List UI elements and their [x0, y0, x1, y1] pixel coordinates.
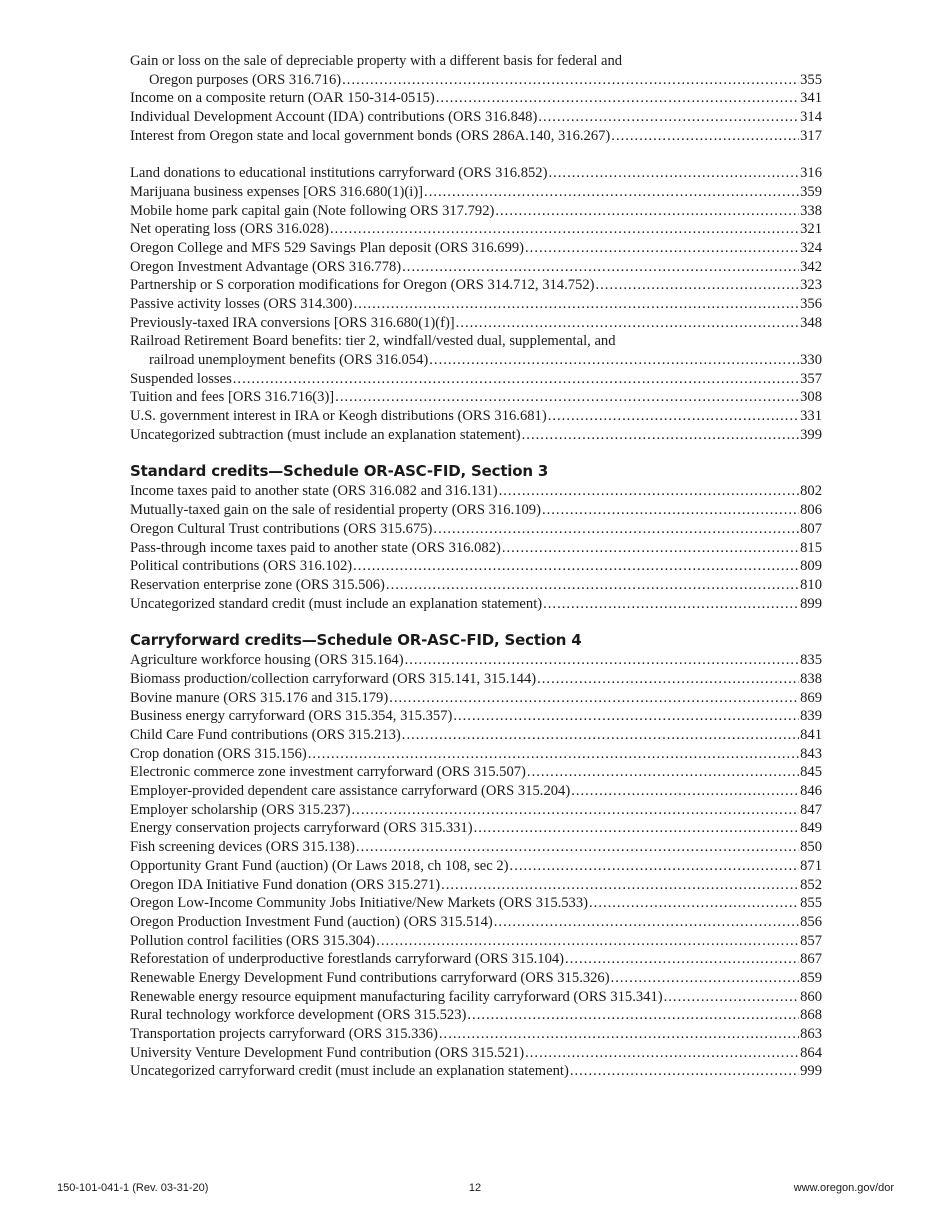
- list-item: [130, 988, 822, 1007]
- list-item: [130, 1006, 822, 1025]
- list-item: [130, 651, 822, 670]
- list-item: [130, 763, 822, 782]
- item-code: 845: [800, 764, 822, 781]
- item-code: 838: [800, 670, 822, 687]
- item-label: Renewable energy resource equipment manufacturing facility carryforward (ORS 315.341): [130, 988, 663, 1005]
- item-code: 847: [800, 801, 822, 818]
- item-label: Reforestation of underproductive forestlands carryforward (ORS 315.104): [130, 951, 565, 968]
- dot-leader: [522, 426, 799, 445]
- item-label-line1: Railroad Retirement Board benefits: tier 2, windfall/vested dual, supplemental, and: [130, 333, 616, 350]
- list-b-bottom: [130, 370, 822, 445]
- list-item: [130, 932, 822, 951]
- item-label: Employer scholarship (ORS 315.237): [130, 801, 351, 818]
- item-code: 869: [800, 689, 822, 706]
- carryforward-credits-section: [130, 629, 822, 1081]
- dot-leader: [570, 1062, 799, 1081]
- item-label-line2: railroad unemployment benefits (ORS 316.054): [149, 352, 429, 368]
- dot-leader: [474, 819, 800, 838]
- list-item: [130, 89, 822, 108]
- list-item: [130, 894, 822, 913]
- dot-leader: [525, 239, 799, 258]
- list-item: [130, 127, 822, 146]
- list-item: [130, 258, 822, 277]
- list-item: [130, 595, 822, 614]
- list-item: [130, 332, 822, 369]
- dot-leader: [389, 689, 799, 708]
- website-link[interactable]: www.oregon.gov/dor: [793, 1182, 894, 1194]
- item-label: Electronic commerce zone investment carryforward (ORS 315.507): [130, 764, 526, 781]
- dot-leader: [664, 988, 799, 1007]
- dot-leader: [354, 295, 800, 314]
- dot-leader: [233, 370, 799, 389]
- list-item: [130, 1044, 822, 1063]
- item-code: 359: [800, 183, 822, 200]
- item-code: 324: [800, 239, 822, 256]
- list-item: [130, 950, 822, 969]
- item-code: 314: [800, 109, 822, 126]
- item-code: 855: [800, 895, 822, 912]
- dot-leader: [538, 108, 799, 127]
- list-item: [130, 726, 822, 745]
- dot-leader: [433, 520, 799, 539]
- dot-leader: [429, 351, 799, 370]
- item-code: 868: [800, 1007, 822, 1024]
- item-label: Oregon Low-Income Community Jobs Initiative/New Markets (ORS 315.533): [130, 895, 589, 912]
- list-item: [130, 745, 822, 764]
- list-item: [130, 689, 822, 708]
- item-label: Interest from Oregon state and local government bonds (ORS 286A.140, 316.267): [130, 127, 611, 144]
- item-label: Oregon Investment Advantage (ORS 316.778): [130, 258, 402, 275]
- item-code: 802: [800, 483, 822, 500]
- list-item: [130, 108, 822, 127]
- item-label: Agriculture workforce housing (ORS 315.164): [130, 652, 404, 669]
- dot-leader: [402, 258, 799, 277]
- list-item: [130, 501, 822, 520]
- item-label: Pollution control facilities (ORS 315.304): [130, 932, 376, 949]
- dot-leader: [527, 763, 799, 782]
- item-label: Fish screening devices (ORS 315.138): [130, 839, 355, 856]
- item-code: 871: [800, 857, 822, 874]
- dot-leader: [386, 576, 799, 595]
- list-item: [130, 295, 822, 314]
- item-code: 999: [800, 1063, 822, 1080]
- list-item: [130, 913, 822, 932]
- dot-leader: [330, 220, 799, 239]
- dot-leader: [495, 202, 799, 221]
- list-item: [130, 876, 822, 895]
- item-label: Pass-through income taxes paid to another state (ORS 316.082): [130, 539, 501, 556]
- item-code: 850: [800, 839, 822, 856]
- item-code: 809: [800, 558, 822, 575]
- item-code: 843: [800, 745, 822, 762]
- list-item: [130, 183, 822, 202]
- item-code: 810: [800, 576, 822, 593]
- dot-leader: [436, 89, 799, 108]
- item-label: Oregon Cultural Trust contributions (ORS 315.675): [130, 520, 433, 537]
- carryforward-credits-list: [130, 651, 822, 1081]
- section-heading: Carryforward credits—Schedule OR-ASC-FID, Section 4: [130, 631, 582, 650]
- list-item: [130, 407, 822, 426]
- item-label: Renewable Energy Development Fund contributions carryforward (ORS 315.326): [130, 969, 610, 986]
- list-item: [130, 576, 822, 595]
- dot-leader: [342, 71, 799, 90]
- item-code: 852: [800, 876, 822, 893]
- dot-leader: [376, 932, 799, 951]
- item-label: Uncategorized standard credit (must include an explanation statement): [130, 595, 543, 612]
- list-item: [130, 707, 822, 726]
- item-code: 338: [800, 202, 822, 219]
- list-item: [130, 819, 822, 838]
- item-label: Net operating loss (ORS 316.028): [130, 221, 330, 238]
- dot-leader: [502, 539, 799, 558]
- item-label-line1: Gain or loss on the sale of depreciable property with a different basis for federal and: [130, 53, 623, 69]
- item-label: Uncategorized carryforward credit (must include an explanation statement): [130, 1063, 569, 1080]
- item-label: Mutually-taxed gain on the sale of residential property (ORS 316.109): [130, 502, 541, 519]
- dot-leader: [525, 1044, 799, 1063]
- item-label: Mobile home park capital gain (Note following ORS 317.792): [130, 202, 495, 219]
- dot-leader: [543, 595, 799, 614]
- list-item: [130, 520, 822, 539]
- dot-leader: [548, 407, 799, 426]
- item-label: Previously-taxed IRA conversions [ORS 316.680(1)(f)]: [130, 314, 455, 331]
- dot-leader: [352, 801, 800, 820]
- item-label: Bovine manure (ORS 315.176 and 315.179): [130, 689, 389, 706]
- dot-leader: [494, 913, 799, 932]
- item-code: 849: [800, 820, 822, 837]
- dot-leader: [441, 876, 799, 895]
- item-label: Oregon College and MFS 529 Savings Plan deposit (ORS 316.699): [130, 239, 525, 256]
- item-code: 308: [800, 389, 822, 406]
- page-number: 12: [468, 1182, 482, 1194]
- standard-credits-section: [130, 460, 822, 613]
- item-label: Income on a composite return (OAR 150-314-0515): [130, 90, 435, 107]
- item-label: Marijuana business expenses [ORS 316.680(1)(i)]: [130, 183, 424, 200]
- item-code: 815: [800, 539, 822, 556]
- item-label: Individual Development Account (IDA) contributions (ORS 316.848): [130, 109, 538, 126]
- item-label: Crop donation (ORS 315.156): [130, 745, 307, 762]
- item-code: 348: [800, 314, 822, 331]
- item-label: Rural technology workforce development (ORS 315.523): [130, 1007, 467, 1024]
- item-label: Reservation enterprise zone (ORS 315.506): [130, 576, 385, 593]
- item-label: Uncategorized subtraction (must include an explanation statement): [130, 426, 521, 443]
- list-item: [130, 482, 822, 501]
- item-code: 864: [800, 1044, 822, 1061]
- item-code: 846: [800, 783, 822, 800]
- dot-leader: [405, 651, 800, 670]
- list-item: [130, 1025, 822, 1044]
- item-code: 317: [800, 127, 822, 144]
- list-item: [130, 670, 822, 689]
- item-label: Oregon Production Investment Fund (auction) (ORS 315.514): [130, 913, 493, 930]
- item-code: 839: [800, 708, 822, 725]
- spacer: [130, 145, 822, 164]
- list-item: [130, 969, 822, 988]
- list-item: [130, 782, 822, 801]
- dot-leader: [548, 164, 799, 183]
- section-heading: Standard credits—Schedule OR-ASC-FID, Section 3: [130, 462, 549, 481]
- list-item: [130, 838, 822, 857]
- dot-leader: [571, 782, 799, 801]
- dot-leader: [308, 745, 799, 764]
- dot-leader: [542, 501, 799, 520]
- dot-leader: [467, 1006, 799, 1025]
- list-item: [130, 164, 822, 183]
- page-footer: [0, 1182, 950, 1198]
- item-label: Suspended losses: [130, 370, 232, 387]
- dot-leader: [611, 969, 800, 988]
- item-code: 863: [800, 1026, 822, 1042]
- list-item: [130, 426, 822, 445]
- item-label: Passive activity losses (ORS 314.300): [130, 295, 353, 312]
- item-label: Employer-provided dependent care assistance carryforward (ORS 315.204): [130, 783, 571, 800]
- document-body: [130, 52, 822, 1081]
- item-code: 841: [800, 727, 822, 743]
- dot-leader: [537, 670, 799, 689]
- standard-credits-list: [130, 482, 822, 613]
- item-label: Energy conservation projects carryforward (ORS 315.331): [130, 820, 473, 837]
- dot-leader: [611, 127, 799, 146]
- item-label: Business energy carryforward (ORS 315.354, 315.357): [130, 708, 453, 725]
- dot-leader: [439, 1025, 799, 1044]
- list-item: [130, 276, 822, 295]
- list-item: [130, 801, 822, 820]
- item-code: 399: [800, 426, 822, 443]
- item-code: 859: [800, 969, 822, 986]
- list-item: [130, 370, 822, 389]
- item-code: 806: [800, 502, 822, 519]
- dot-leader: [356, 838, 799, 857]
- item-code: 867: [800, 951, 822, 968]
- item-code: 856: [800, 913, 822, 930]
- dot-leader: [353, 557, 799, 576]
- dot-leader: [402, 726, 799, 745]
- item-code: 899: [800, 595, 822, 612]
- item-label-line2: Oregon purposes (ORS 316.716): [149, 71, 342, 88]
- list-item: [130, 202, 822, 221]
- item-code: 357: [800, 370, 822, 387]
- item-label: Oregon IDA Initiative Fund donation (ORS 315.271): [130, 876, 441, 893]
- item-label: Tuition and fees [ORS 316.716(3)]: [130, 389, 335, 406]
- dot-leader: [589, 894, 799, 913]
- dot-leader: [565, 950, 799, 969]
- item-code: 857: [800, 932, 822, 949]
- dot-leader: [453, 707, 799, 726]
- item-label: Child Care Fund contributions (ORS 315.213): [130, 727, 401, 743]
- list-item: [130, 388, 822, 407]
- item-code: 321: [800, 221, 822, 238]
- list-item: [130, 1062, 822, 1081]
- dot-leader: [510, 857, 800, 876]
- item-code: 355: [800, 71, 822, 88]
- item-label: Opportunity Grant Fund (auction) (Or Laws 2018, ch 108, sec 2): [130, 857, 509, 874]
- list-item: [130, 52, 822, 89]
- list-item: [130, 557, 822, 576]
- item-code: 316: [800, 165, 822, 182]
- item-code: 356: [800, 295, 822, 312]
- dot-leader: [335, 388, 799, 407]
- item-label: Political contributions (ORS 316.102): [130, 558, 353, 575]
- item-code: 330: [800, 352, 822, 368]
- item-code: 331: [800, 408, 822, 425]
- list-item: [130, 857, 822, 876]
- dot-leader: [596, 276, 800, 295]
- dot-leader: [424, 183, 799, 202]
- item-label: University Venture Development Fund contribution (ORS 315.521): [130, 1044, 525, 1061]
- list-item: [130, 539, 822, 558]
- item-label: U.S. government interest in IRA or Keogh distributions (ORS 316.681): [130, 408, 547, 425]
- item-code: 807: [800, 520, 822, 537]
- item-label: Income taxes paid to another state (ORS 316.082 and 316.131): [130, 483, 498, 500]
- dot-leader: [499, 482, 800, 501]
- item-code: 835: [800, 652, 822, 669]
- list-item: [130, 239, 822, 258]
- item-code: 341: [800, 90, 822, 107]
- list-item: [130, 220, 822, 239]
- item-code: 323: [800, 277, 822, 294]
- item-label: Land donations to educational institutions carryforward (ORS 316.852): [130, 165, 548, 182]
- item-label: Transportation projects carryforward (ORS 315.336): [130, 1026, 438, 1042]
- list-b-top: [130, 164, 822, 332]
- form-id: 150-101-041-1 (Rev. 03-31-20): [57, 1182, 209, 1194]
- item-code: 342: [800, 258, 822, 275]
- item-code: 860: [800, 988, 822, 1005]
- item-label: Partnership or S corporation modifications for Oregon (ORS 314.712, 314.752): [130, 277, 595, 294]
- item-label: Biomass production/collection carryforward (ORS 315.141, 315.144): [130, 670, 537, 687]
- list-item: [130, 314, 822, 333]
- list-a: [130, 89, 822, 145]
- dot-leader: [456, 314, 799, 333]
